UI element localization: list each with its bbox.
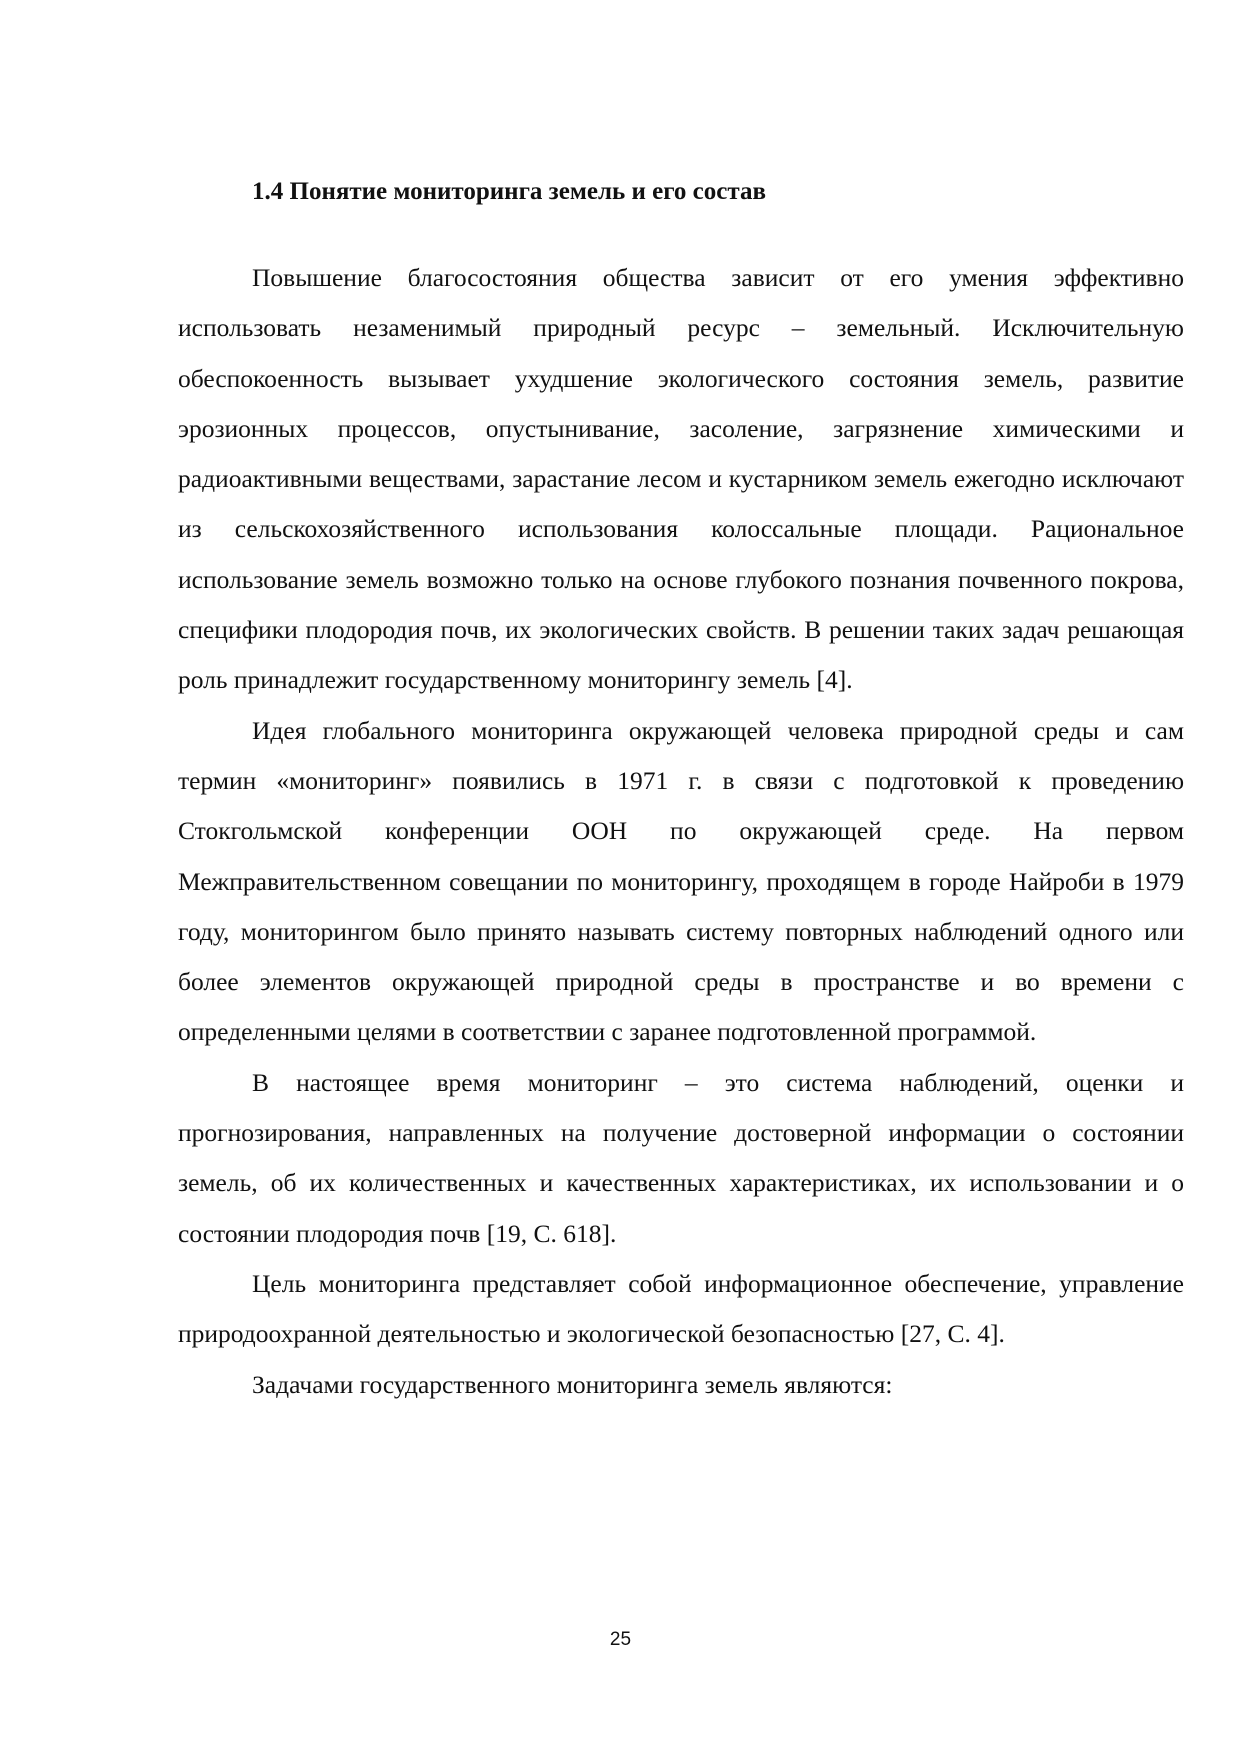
paragraph-monitoring-tasks: Задачами государственного мониторинга земель являются: xyxy=(252,1369,893,1399)
section-heading: 1.4 Понятие мониторинга земель и его состав xyxy=(252,178,766,205)
paragraph-monitoring-goal: Цель мониторинга представляет собой информационное обеспечение, управление природоохранной деятельностью и экологической безопасностью [27, С. 4]. xyxy=(178,1268,1184,1349)
paragraph-monitoring-definition: В настоящее время мониторинг – это система наблюдений, оценки и прогнозирования, направленных на получение достоверной информации о состоянии земель, об их количественных и качественных характеристиках, их использовании и о состоянии плодородия почв [19, С. 618]. xyxy=(178,1067,1184,1248)
body-text xyxy=(178,253,1184,1410)
paragraph-monitoring-history: Идея глобального мониторинга окружающей человека природной среды и сам термин «мониторинг» появились в 1971 г. в связи с подготовкой к проведению Стокгольмской конференции ООН по окружающей среде. На первом Межправительственном совещании по мониторингу, проходящем в городе Найроби в 1979 году, мониторингом было принято называть систему повторных наблюдений одного или более элементов окружающей природной среды в пространстве и во времени с определенными целями в соответствии с заранее подготовленной программой. xyxy=(178,715,1184,1047)
page-number: 25 xyxy=(609,1629,632,1650)
paragraph-land-welfare: Повышение благосостояния общества зависит от его умения эффективно использовать незаменимый природный ресурс – земельный. Исключительную обеспокоенность вызывает ухудшение экологического состояния земель, развитие эрозионных процессов, опустынивание, засоление, загрязнение химическими и радиоактивными веществами, зарастание лесом и кустарником земель ежегодно исключают из сельскохозяйственного использования колоссальные площади. Рациональное использование земель возможно только на основе глубокого познания почвенного покрова, специфики плодородия почв, их экологических свойств. В решении таких задач решающая роль принадлежит государственному мониторингу земель [4]. xyxy=(178,263,1184,695)
